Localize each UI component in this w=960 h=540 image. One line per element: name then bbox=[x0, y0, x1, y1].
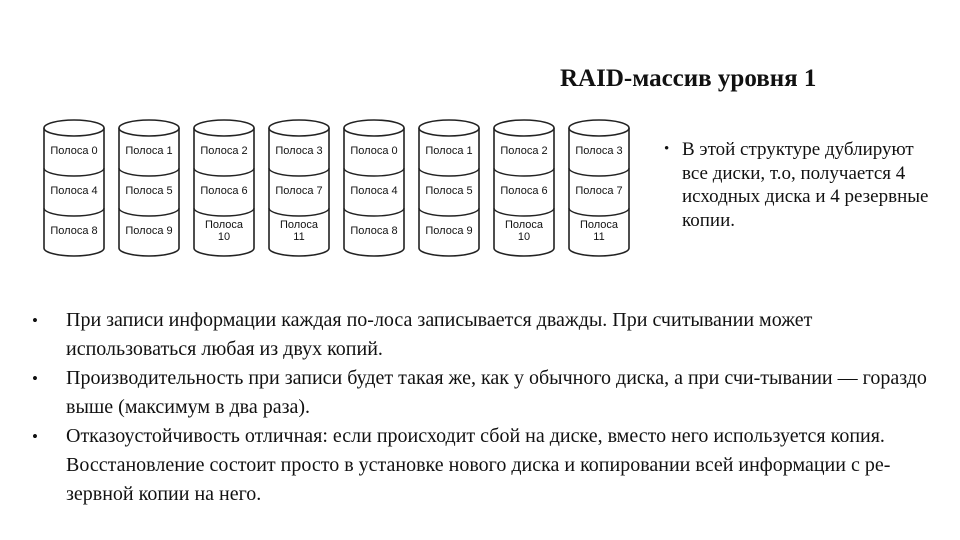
strip-label: Полоса 4 bbox=[50, 185, 98, 197]
strip-label: Полоса 9 bbox=[425, 225, 473, 237]
disk-cylinder bbox=[344, 120, 404, 256]
bullet-glyph: • bbox=[32, 427, 38, 446]
strip-label: Полоса 10 bbox=[504, 219, 544, 243]
strip-label: Полоса 2 bbox=[500, 145, 548, 157]
bullet-item bbox=[26, 306, 936, 364]
strip-label: Полоса 11 bbox=[279, 219, 319, 243]
strip-label: Полоса 11 bbox=[579, 219, 619, 243]
disk-top bbox=[269, 120, 329, 136]
strip-label: Полоса 3 bbox=[575, 145, 623, 157]
bullet-text: При записи информации каждая по-лоса записывается дважды. При считывании может использоваться любая из двух копий. bbox=[66, 309, 813, 360]
disk-top bbox=[494, 120, 554, 136]
strip-label: Полоса 1 bbox=[425, 145, 473, 157]
strip-label: Полоса 1 bbox=[125, 145, 173, 157]
main-bullet-list bbox=[26, 306, 936, 509]
strip-label: Полоса 6 bbox=[500, 185, 548, 197]
strip-label: Полоса 10 bbox=[204, 219, 244, 243]
bullet-item bbox=[26, 422, 936, 509]
strip-label: Полоса 7 bbox=[575, 185, 623, 197]
bullet-glyph: • bbox=[32, 311, 38, 330]
strip-label: Полоса 9 bbox=[125, 225, 173, 237]
strip-label: Полоса 0 bbox=[50, 145, 98, 157]
disk-cylinder bbox=[569, 120, 629, 256]
disk-top bbox=[419, 120, 479, 136]
raid1-diagram bbox=[38, 116, 638, 276]
disk-cylinder bbox=[269, 120, 329, 256]
disk-cylinder bbox=[44, 120, 104, 256]
side-bullet-text: В этой структуре дублируют все диски, т.о, получается 4 исходных диска и 4 резервные копии. bbox=[682, 139, 929, 231]
strip-label: Полоса 8 bbox=[350, 225, 398, 237]
strip-label: Полоса 7 bbox=[275, 185, 323, 197]
strip-label: Полоса 0 bbox=[350, 145, 398, 157]
disk-top bbox=[119, 120, 179, 136]
strip-label: Полоса 8 bbox=[50, 225, 98, 237]
strip-label: Полоса 6 bbox=[200, 185, 248, 197]
strip-label: Полоса 2 bbox=[200, 145, 248, 157]
strip-label: Полоса 3 bbox=[275, 145, 323, 157]
disk-top bbox=[194, 120, 254, 136]
disk-cylinder bbox=[419, 120, 479, 256]
disk-cylinder bbox=[194, 120, 254, 256]
disk-cylinder bbox=[119, 120, 179, 256]
strip-label: Полоса 4 bbox=[350, 185, 398, 197]
disk-top bbox=[569, 120, 629, 136]
bullet-item bbox=[26, 364, 936, 422]
bullet-glyph: • bbox=[32, 369, 38, 388]
strip-label: Полоса 5 bbox=[425, 185, 473, 197]
bullet-glyph: • bbox=[664, 141, 670, 157]
bullet-text: Производительность при записи будет такая же, как у обычного диска, а при счи-тывании — гораздо выше (максимум в два раза). bbox=[66, 367, 927, 418]
strip-label: Полоса 5 bbox=[125, 185, 173, 197]
disk-cylinder bbox=[494, 120, 554, 256]
slide-title: RAID-массив уровня 1 bbox=[560, 65, 817, 92]
disk-top bbox=[44, 120, 104, 136]
bullet-text: Отказоустойчивость отличная: если происходит сбой на диске, вместо него используется копия. Восстановление состоит просто в установке нового диска и копировании всей информации с ре-зервной копии на него. bbox=[66, 425, 891, 505]
disk-top bbox=[344, 120, 404, 136]
side-bullet-item bbox=[660, 138, 930, 232]
side-bullet-list bbox=[660, 138, 930, 232]
